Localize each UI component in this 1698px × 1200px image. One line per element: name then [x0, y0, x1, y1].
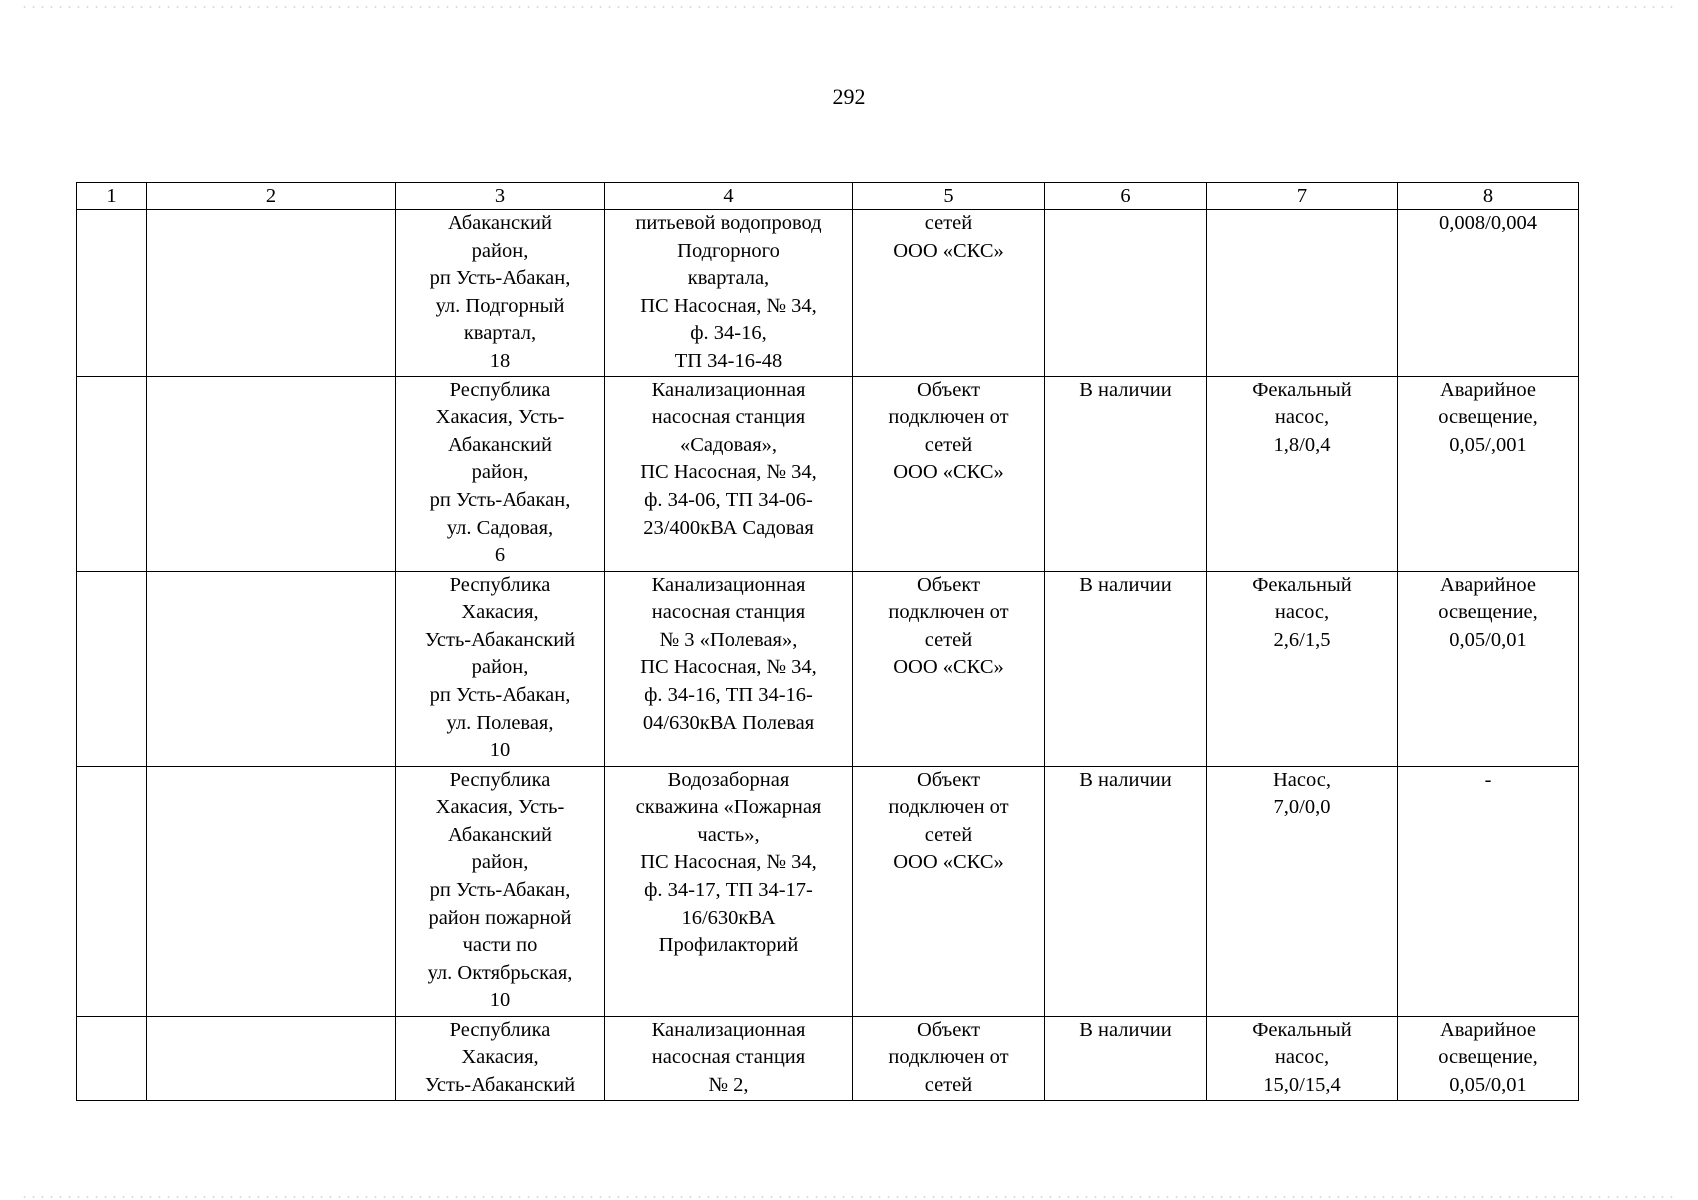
column-header-1: 1 [77, 183, 147, 210]
cell-emergency-lighting: 0,008/0,004 [1398, 210, 1579, 377]
data-table [76, 182, 1579, 1101]
cell-number [77, 571, 147, 766]
cell-number [77, 766, 147, 1016]
column-header-8: 8 [1398, 183, 1579, 210]
table-row [77, 571, 1579, 766]
table-row [77, 766, 1579, 1016]
cell-emergency-lighting: Аварийное освещение, 0,05/0,01 [1398, 1016, 1579, 1100]
cell-availability: В наличии [1045, 1016, 1207, 1100]
cell-connection: Объект подключен от сетей ООО «СКС» [853, 571, 1045, 766]
cell-availability: В наличии [1045, 571, 1207, 766]
table-header-row [77, 183, 1579, 210]
cell-settlement [147, 766, 396, 1016]
cell-object: Канализационная насосная станция № 3 «Полевая», ПС Насосная, № 34, ф. 34-16, ТП 34-16- 04/630кВА Полевая [605, 571, 853, 766]
table-row [77, 1016, 1579, 1100]
table-row [77, 376, 1579, 571]
scan-noise-bottom [20, 1196, 1678, 1198]
cell-equipment [1207, 210, 1398, 377]
column-header-2: 2 [147, 183, 396, 210]
cell-object: Канализационная насосная станция № 2, [605, 1016, 853, 1100]
cell-availability [1045, 210, 1207, 377]
cell-availability: В наличии [1045, 766, 1207, 1016]
cell-object: Водозаборная скважина «Пожарная часть», ПС Насосная, № 34, ф. 34-17, ТП 34-17- 16/630кВА Профилакторий [605, 766, 853, 1016]
cell-number [77, 376, 147, 571]
cell-address: Республика Хакасия, Усть- Абаканский район, рп Усть-Абакан, район пожарной части по ул. Октябрьская, 10 [396, 766, 605, 1016]
cell-number [77, 1016, 147, 1100]
cell-availability: В наличии [1045, 376, 1207, 571]
cell-address: Республика Хакасия, Усть- Абаканский район, рп Усть-Абакан, ул. Садовая, 6 [396, 376, 605, 571]
column-header-3: 3 [396, 183, 605, 210]
column-header-6: 6 [1045, 183, 1207, 210]
column-header-4: 4 [605, 183, 853, 210]
cell-connection: Объект подключен от сетей [853, 1016, 1045, 1100]
cell-equipment: Фекальный насос, 15,0/15,4 [1207, 1016, 1398, 1100]
cell-settlement [147, 571, 396, 766]
scan-noise-top [20, 6, 1678, 8]
cell-equipment: Насос, 7,0/0,0 [1207, 766, 1398, 1016]
cell-settlement [147, 376, 396, 571]
cell-connection: Объект подключен от сетей ООО «СКС» [853, 376, 1045, 571]
cell-address: Республика Хакасия, Усть-Абаканский район, рп Усть-Абакан, ул. Полевая, 10 [396, 571, 605, 766]
cell-address: Абаканский район, рп Усть-Абакан, ул. Подгорный квартал, 18 [396, 210, 605, 377]
column-header-7: 7 [1207, 183, 1398, 210]
cell-address: Республика Хакасия, Усть-Абаканский [396, 1016, 605, 1100]
cell-emergency-lighting: - [1398, 766, 1579, 1016]
cell-connection: сетей ООО «СКС» [853, 210, 1045, 377]
cell-object: Канализационная насосная станция «Садовая», ПС Насосная, № 34, ф. 34-06, ТП 34-06- 23/400кВА Садовая [605, 376, 853, 571]
cell-emergency-lighting: Аварийное освещение, 0,05/0,01 [1398, 571, 1579, 766]
cell-object: питьевой водопровод Подгорного квартала, ПС Насосная, № 34, ф. 34-16, ТП 34-16-48 [605, 210, 853, 377]
table-row [77, 210, 1579, 377]
cell-emergency-lighting: Аварийное освещение, 0,05/,001 [1398, 376, 1579, 571]
page-number: 292 [832, 84, 866, 109]
column-header-5: 5 [853, 183, 1045, 210]
cell-connection: Объект подключен от сетей ООО «СКС» [853, 766, 1045, 1016]
cell-settlement [147, 1016, 396, 1100]
cell-equipment: Фекальный насос, 1,8/0,4 [1207, 376, 1398, 571]
cell-equipment: Фекальный насос, 2,6/1,5 [1207, 571, 1398, 766]
cell-number [77, 210, 147, 377]
cell-settlement [147, 210, 396, 377]
